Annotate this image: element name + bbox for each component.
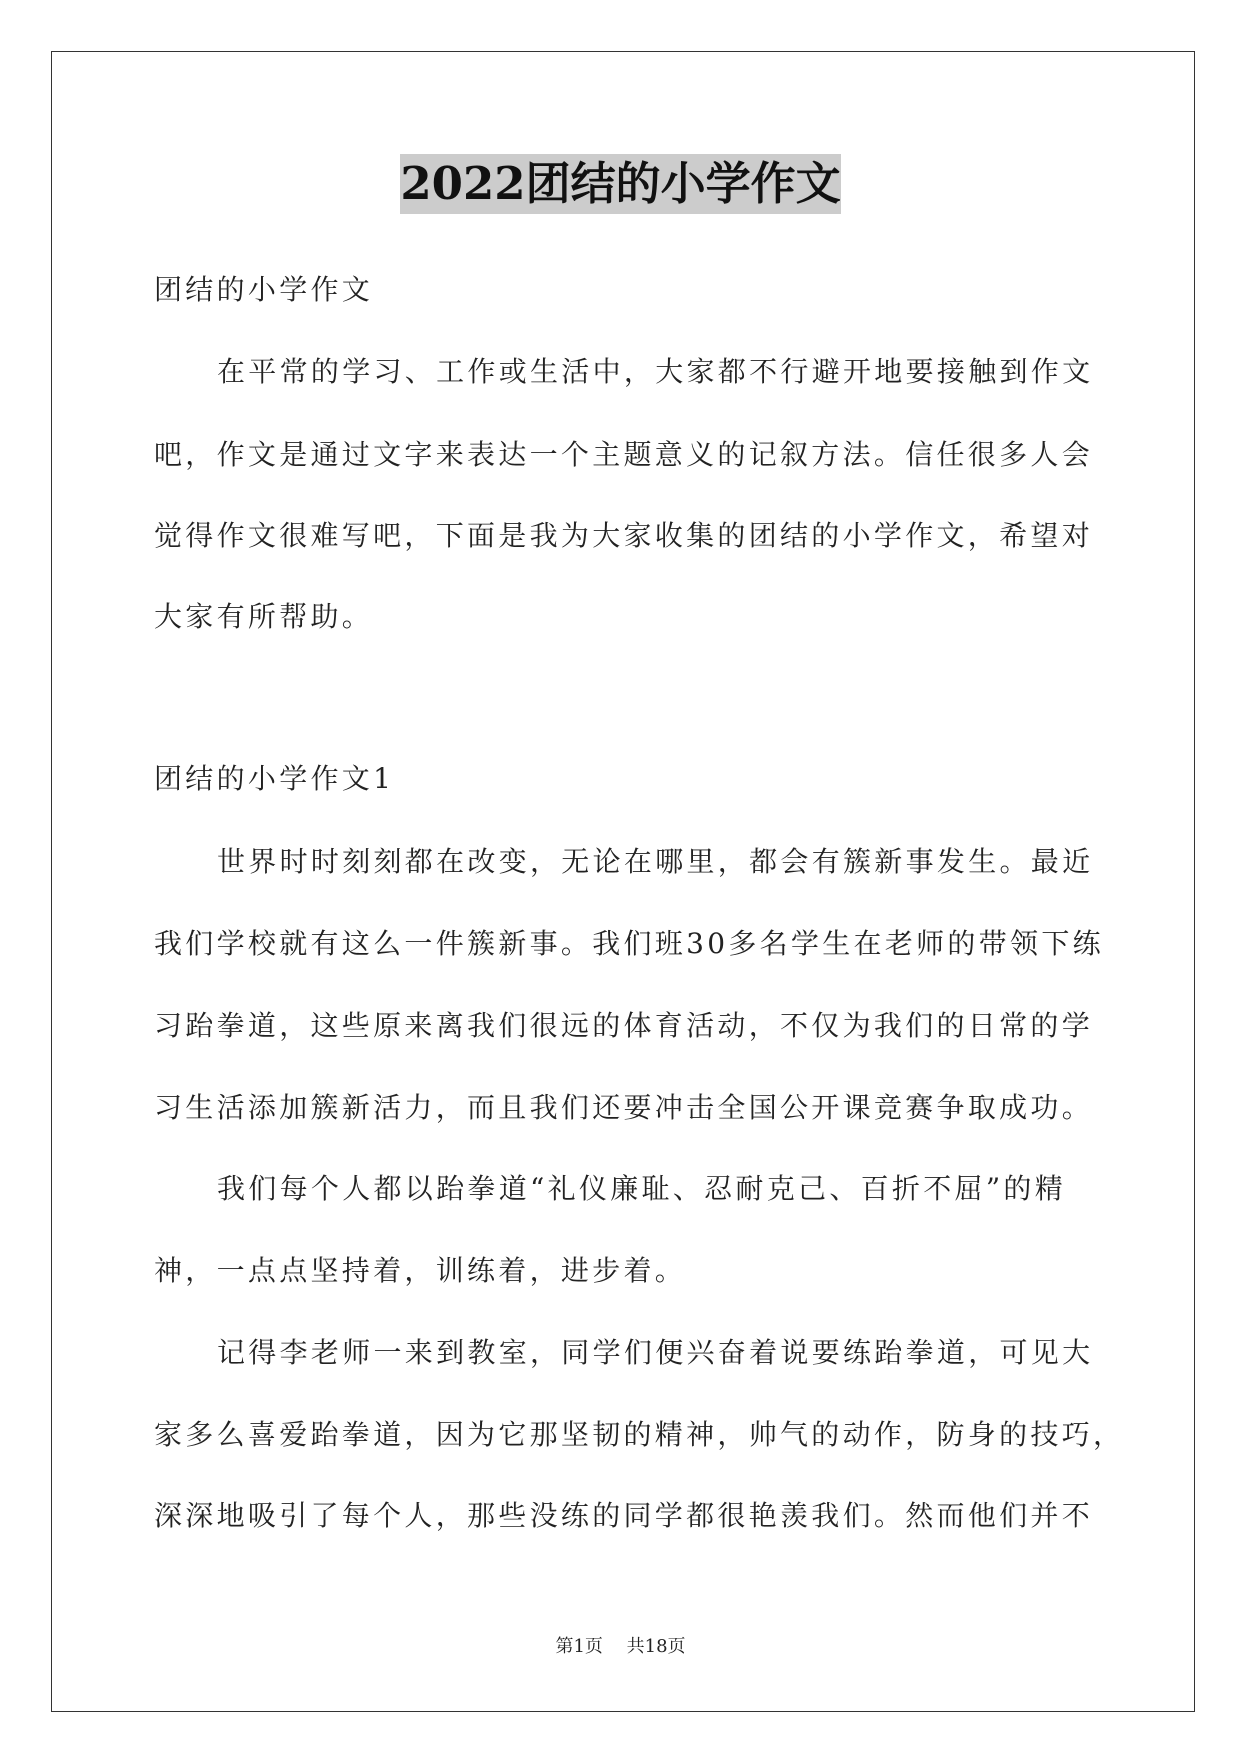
intro-line: 觉得作文很难写吧，下面是我为大家收集的团结的小学作文，希望对 — [154, 519, 1094, 552]
paragraph-line: 习生活添加簇新活力，而且我们还要冲击全国公开课竞赛争取成功。 — [154, 1091, 1094, 1124]
paragraph-line: 深深地吸引了每个人，那些没练的同学都很艳羡我们。然而他们并不 — [154, 1499, 1094, 1532]
title-container — [0, 154, 1241, 214]
paragraph-line: 世界时时刻刻都在改变，无论在哪里，都会有簇新事发生。最近 — [217, 845, 1094, 878]
paragraph-line: 我们学校就有这么一件簇新事。我们班30多名学生在老师的带领下练 — [154, 927, 1104, 960]
document-title: 2022团结的小学作文 — [400, 154, 840, 214]
paragraph-line: 家多么喜爱跆拳道，因为它那坚韧的精神，帅气的动作，防身的技巧， — [154, 1418, 1125, 1451]
page-number: 第1页 — [555, 1636, 603, 1657]
page-footer — [0, 1636, 1241, 1658]
document-subtitle: 团结的小学作文 — [154, 273, 374, 306]
paragraph-line: 神，一点点坚持着，训练着，进步着。 — [154, 1254, 687, 1287]
intro-line: 吧，作文是通过文字来表达一个主题意义的记叙方法。信任很多人会 — [154, 438, 1094, 471]
paragraph-line: 记得李老师一来到教室，同学们便兴奋着说要练跆拳道，可见大 — [217, 1336, 1094, 1369]
paragraph-line: 习跆拳道，这些原来离我们很远的体育活动，不仅为我们的日常的学 — [154, 1009, 1094, 1042]
page-total: 共18页 — [626, 1636, 686, 1657]
intro-line: 在平常的学习、工作或生活中，大家都不行避开地要接触到作文 — [217, 355, 1094, 388]
section-heading: 团结的小学作文1 — [154, 762, 395, 795]
paragraph-line: 我们每个人都以跆拳道“礼仪廉耻、忍耐克己、百折不屈”的精 — [217, 1172, 1067, 1205]
intro-line: 大家有所帮助。 — [154, 600, 374, 633]
